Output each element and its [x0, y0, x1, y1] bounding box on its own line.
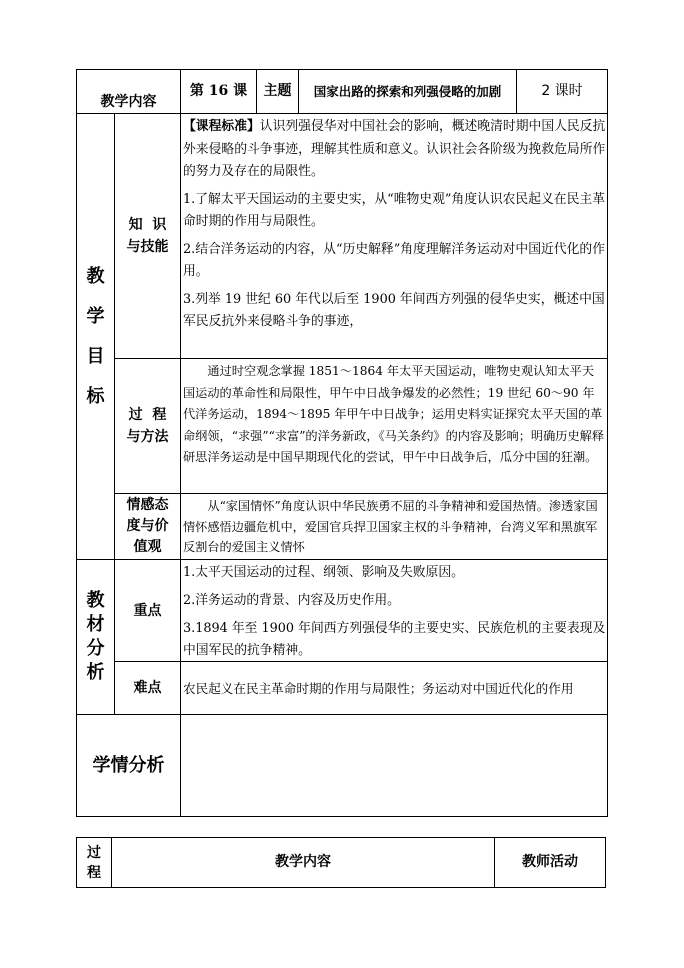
class-hours: 2 课时: [541, 83, 583, 99]
key-points-label: 重点: [133, 602, 162, 619]
key-points-content: [183, 562, 606, 660]
teaching-content-column-header: 教学内容: [275, 854, 331, 870]
key-point-3: 3.1894 年至 1900 年间西方列强侵华的主要史实、民族危机的主要表现及中国军民的抗争精神。: [183, 621, 606, 658]
key-point-2: 2.洋务运动的背景、内容及历史作用。: [183, 593, 400, 608]
learner-analysis-content: [181, 715, 607, 816]
key-point-1: 1.太平天国运动的过程、纲领、影响及失败原因。: [183, 565, 464, 580]
difficult-points-label: 难点: [133, 680, 162, 696]
learner-analysis-label: 学情分析: [92, 755, 165, 776]
lesson-number: 第 16 课: [189, 83, 248, 99]
goal-item-2: 2.结合洋务运动的内容，从“历史解释”角度理解洋务运动对中国近代化的作用。: [183, 241, 605, 279]
knowledge-skills-label: 知 识 与技能: [126, 217, 169, 255]
process-methods-label: 过 程 与方法: [126, 407, 169, 445]
process-methods-content: 通过时空观念掌握 1851～1864 年太平天国运动，唯物史观认知太平天国运动的革命性和局限性，甲午中日战争爆发的必然性；19 世纪 60～90 年代洋务运动，1894～1895 年甲午中日战争；运用史料实证探究太平天国的革命纲领，“求强”“求富”的洋务新政，《马关条约》的内容及影响；明确历史解释研思洋务运动是中国早期现代化的尝试，甲午中日战争后，瓜分中国的狂潮。: [183, 364, 605, 464]
teaching-goals-label: 教 学 目 标: [86, 265, 105, 407]
knowledge-skills-content: [183, 116, 606, 356]
goal-item-3: 3.列举 19 世纪 60 年代以后至 1900 年间西方列强的侵华史实，概述中国军民反抗外来侵略斗争的事迹，: [183, 291, 605, 329]
process-column-header: 过 程: [87, 844, 101, 881]
emotion-values-content: 从“家国情怀”角度认识中华民族勇不屈的斗争精神和爱国热情。渗透家国情怀感悟边疆危机中，爱国官兵捍卫国家主权的斗争精神，台湾义军和黑旗军反割台的爱国主义情怀: [183, 499, 598, 554]
course-standard: 【课程标准】认识列强侵华对中国社会的影响，概述晚清时期中国人民反抗外来侵略的斗争事迹，理解其性质和意义。认识社会各阶级为挽救危局所作的努力及存在的局限性。: [183, 119, 606, 179]
theme-label: 主题: [263, 83, 292, 99]
textbook-analysis-label: 教 材 分 析: [86, 590, 105, 683]
difficult-points-content: 农民起义在民主革命时期的作用与局限性；务运动对中国近代化的作用: [183, 680, 574, 696]
teaching-content-label: 教学内容: [100, 94, 157, 110]
goal-item-1: 1.了解太平天国运动的主要史实，从“唯物史观”角度认识农民起义在民主革命时期的作用与局限性。: [183, 191, 605, 229]
theme-title: 国家出路的探索和列强侵略的加剧: [313, 84, 502, 99]
teacher-activity-column-header: 教师活动: [522, 854, 578, 870]
emotion-values-label: 情感态 度与价 值观: [126, 497, 169, 555]
